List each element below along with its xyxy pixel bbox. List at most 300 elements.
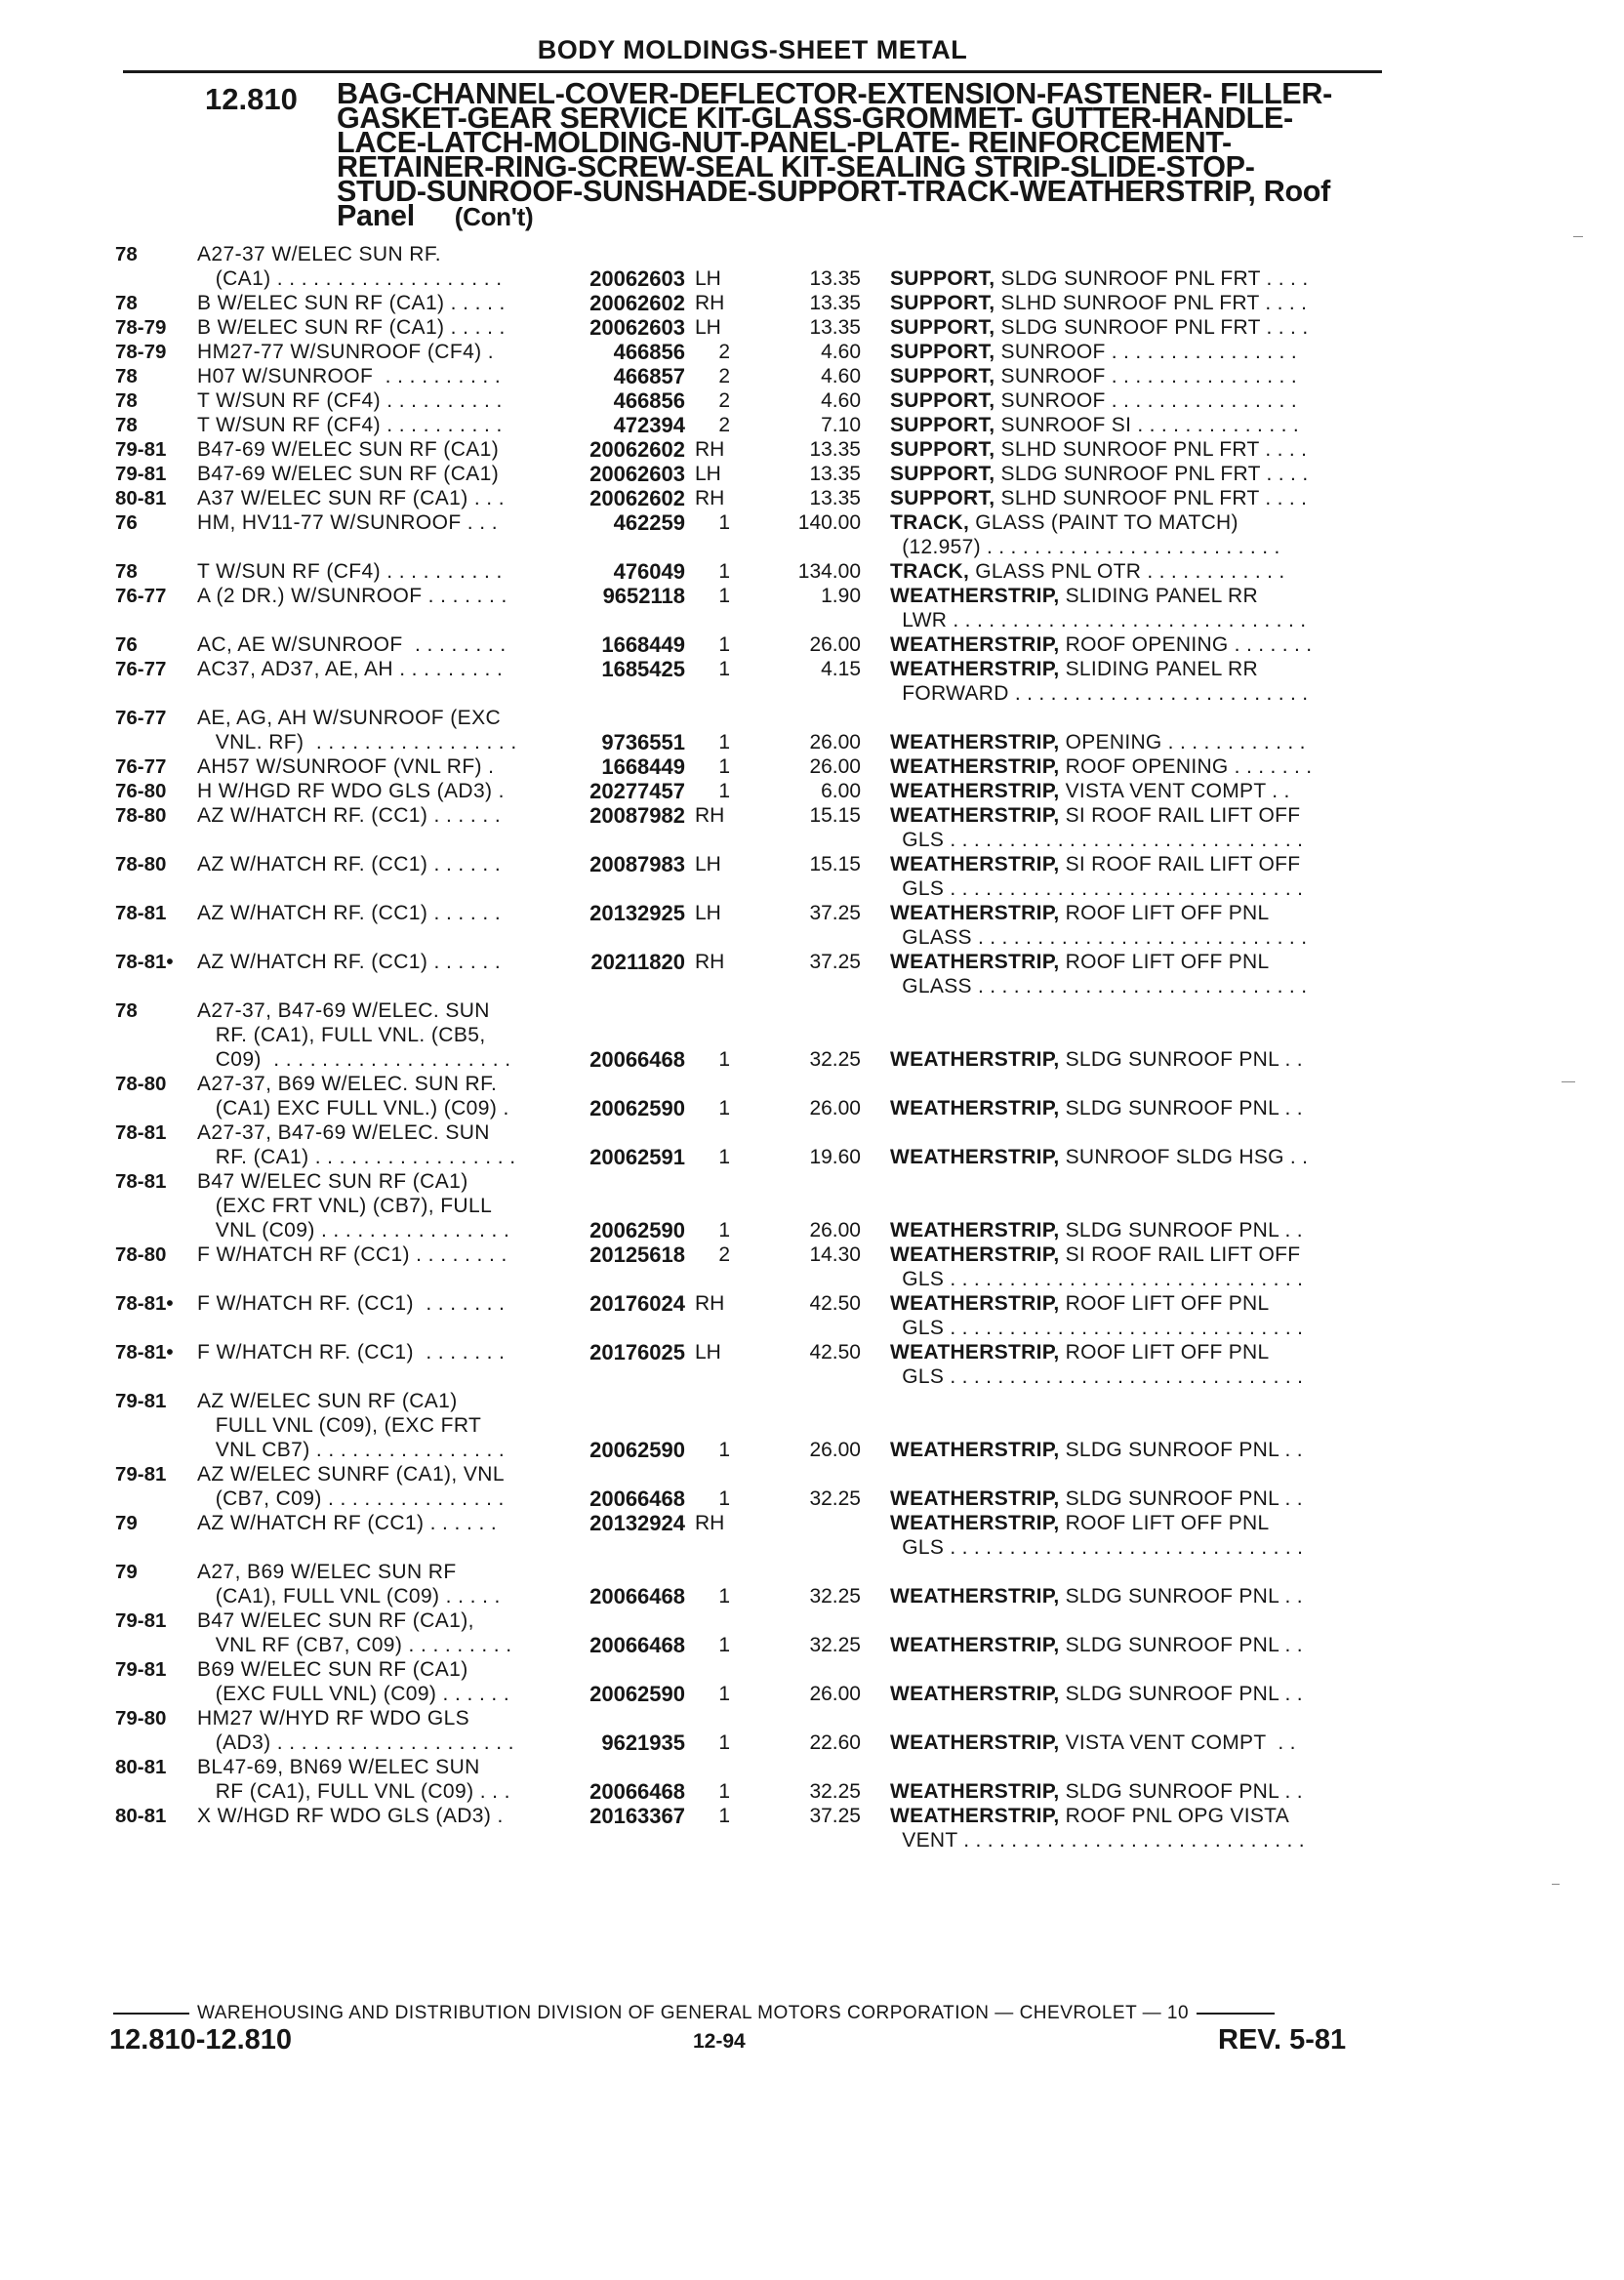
- part-name: WEATHERSTRIP,: [890, 1487, 1060, 1510]
- model-description: (CA1) . . . . . . . . . . . . . . . . . . .: [197, 267, 503, 290]
- quantity-side: 1: [718, 1146, 730, 1168]
- list-price: 134.00: [797, 560, 861, 583]
- list-price: 26.00: [809, 1683, 861, 1705]
- part-detail: SLDG SUNROOF PNL . .: [1059, 1780, 1303, 1803]
- model-year: 78: [115, 243, 138, 265]
- model-description: AZ W/HATCH RF (CC1) . . . . . .: [197, 1512, 498, 1534]
- part-description: [890, 681, 1368, 706]
- part-description: [890, 1096, 1368, 1120]
- part-description: [890, 584, 1368, 608]
- part-description: [890, 1730, 1368, 1755]
- part-number: 9652118: [602, 584, 685, 608]
- part-name: WEATHERSTRIP,: [890, 902, 1060, 924]
- part-detail: SLDG SUNROOF PNL FRT . . . .: [995, 316, 1309, 339]
- part-number: 20176024: [589, 1291, 685, 1316]
- list-price: 37.25: [809, 951, 861, 973]
- part-detail: GLASS PNL OTR . . . . . . . . . . . .: [969, 560, 1285, 583]
- list-price: 26.00: [809, 731, 861, 753]
- part-detail: SLHD SUNROOF PNL FRT . . . .: [995, 438, 1308, 461]
- part-number: 20062590: [589, 1096, 685, 1120]
- model-description: AC, AE W/SUNROOF . . . . . . . .: [197, 633, 507, 656]
- model-year: 78-81: [115, 1121, 167, 1144]
- model-description: A27-37, B69 W/ELEC. SUN RF.: [197, 1073, 498, 1095]
- part-detail: GLS . . . . . . . . . . . . . . . . . . . . . . . . . . . . . .: [890, 877, 1304, 900]
- part-detail: FORWARD . . . . . . . . . . . . . . . . . . . . . . . . .: [890, 682, 1309, 705]
- footer-group-range: 12.810-12.810: [109, 2024, 293, 2056]
- part-detail: SLDG SUNROOF PNL FRT . . . .: [995, 267, 1309, 290]
- model-year: 76-77: [115, 755, 167, 778]
- part-description: [890, 1291, 1368, 1316]
- model-description: A27-37, B47-69 W/ELEC. SUN: [197, 999, 490, 1022]
- part-detail: SLDG SUNROOF PNL . .: [1059, 1439, 1303, 1461]
- footer-division-text: WAREHOUSING AND DISTRIBUTION DIVISION OF GENERAL MOTORS CORPORATION — CHEVROLET — 10: [197, 2003, 1190, 2023]
- list-price: 13.35: [809, 292, 861, 314]
- page-header: [123, 33, 1382, 73]
- part-number: 20211820: [590, 950, 685, 974]
- model-description: AZ W/HATCH RF. (CC1) . . . . . .: [197, 853, 502, 875]
- list-price: 13.35: [809, 267, 861, 290]
- part-description: [890, 901, 1368, 925]
- part-detail: SLHD SUNROOF PNL FRT . . . .: [995, 292, 1308, 314]
- part-number: 20125618: [589, 1242, 685, 1267]
- list-price: 13.35: [809, 463, 861, 485]
- part-number: 20062590: [589, 1218, 685, 1242]
- part-detail: GLASS . . . . . . . . . . . . . . . . . . . . . . . . . . . .: [890, 926, 1308, 949]
- model-description: B69 W/ELEC SUN RF (CA1): [197, 1658, 468, 1681]
- model-description: AZ W/HATCH RF. (CC1) . . . . . .: [197, 951, 502, 973]
- part-detail: SUNROOF SLDG HSG . .: [1059, 1146, 1309, 1168]
- part-detail: SI ROOF RAIL LIFT OFF: [1059, 804, 1301, 827]
- part-number: 20062602: [589, 437, 685, 462]
- part-name: SUPPORT,: [890, 341, 995, 363]
- part-number: 20062603: [589, 266, 685, 291]
- footer-rule-left: [113, 2013, 189, 2015]
- part-number: 9621935: [601, 1730, 685, 1755]
- model-year: 79-81: [115, 1390, 167, 1412]
- part-name: WEATHERSTRIP,: [890, 1731, 1060, 1754]
- part-description: [890, 486, 1368, 510]
- part-description: [890, 1316, 1368, 1340]
- model-description: T W/SUN RF (CF4) . . . . . . . . . .: [197, 560, 503, 583]
- part-number: 20176025: [589, 1340, 685, 1364]
- model-year: 78-79: [115, 316, 167, 339]
- model-description: B47 W/ELEC SUN RF (CA1),: [197, 1609, 474, 1632]
- quantity-side: 1: [718, 658, 730, 680]
- part-name: SUPPORT,: [890, 487, 995, 509]
- scan-speck: [1573, 236, 1583, 237]
- part-description: [890, 803, 1368, 828]
- part-name: TRACK,: [890, 511, 970, 534]
- part-number: 20132925: [589, 901, 685, 925]
- model-description: B W/ELEC SUN RF (CA1) . . . . .: [197, 292, 506, 314]
- part-detail: ROOF LIFT OFF PNL: [1059, 1292, 1270, 1315]
- quantity-side: RH: [695, 804, 725, 827]
- list-price: 4.15: [821, 658, 861, 680]
- part-name: WEATHERSTRIP,: [890, 1243, 1060, 1266]
- part-name: SUPPORT,: [890, 316, 995, 339]
- part-number: 20087983: [589, 852, 685, 876]
- model-description: (CA1) EXC FULL VNL.) (C09) .: [197, 1097, 509, 1120]
- part-name: WEATHERSTRIP,: [890, 1048, 1060, 1071]
- part-name: WEATHERSTRIP,: [890, 585, 1060, 607]
- list-price: 37.25: [809, 902, 861, 924]
- part-description: [890, 876, 1368, 901]
- model-year: 78: [115, 365, 138, 387]
- list-price: 22.60: [809, 1731, 861, 1754]
- part-number: 476049: [613, 559, 685, 584]
- list-price: 140.00: [797, 511, 861, 534]
- model-description: B47 W/ELEC SUN RF (CA1): [197, 1170, 468, 1193]
- part-name: WEATHERSTRIP,: [890, 1683, 1060, 1705]
- model-description: (CB7, C09) . . . . . . . . . . . . . . .: [197, 1487, 505, 1510]
- part-detail: SUNROOF . . . . . . . . . . . . . . . .: [995, 341, 1297, 363]
- group-title-panel: Panel: [337, 199, 415, 232]
- part-description: [890, 632, 1368, 657]
- part-description: [890, 364, 1368, 388]
- part-detail: SLDG SUNROOF PNL . .: [1059, 1219, 1303, 1242]
- part-name: SUPPORT,: [890, 292, 995, 314]
- model-description: AC37, AD37, AE, AH . . . . . . . . .: [197, 658, 504, 680]
- part-description: [890, 1486, 1368, 1511]
- part-detail: ROOF LIFT OFF PNL: [1059, 1341, 1270, 1364]
- model-description: (EXC FULL VNL) (C09) . . . . . .: [197, 1683, 510, 1705]
- part-description: [890, 1535, 1368, 1560]
- model-year: 76: [115, 511, 138, 534]
- part-name: TRACK,: [890, 560, 970, 583]
- model-year: 78: [115, 560, 138, 583]
- part-name: WEATHERSTRIP,: [890, 1512, 1060, 1534]
- quantity-side: RH: [695, 292, 725, 314]
- part-name: WEATHERSTRIP,: [890, 1292, 1060, 1315]
- part-number: 1685425: [601, 657, 685, 681]
- list-price: 15.15: [809, 853, 861, 875]
- part-description: [890, 1364, 1368, 1389]
- part-number: 20066468: [589, 1047, 685, 1072]
- model-year: 78: [115, 292, 138, 314]
- quantity-side: 1: [718, 1683, 730, 1705]
- part-number: 20066468: [589, 1486, 685, 1511]
- model-year: 79-81: [115, 463, 167, 485]
- quantity-side: 1: [718, 731, 730, 753]
- list-price: 19.60: [809, 1146, 861, 1168]
- model-description: VNL. RF) . . . . . . . . . . . . . . . . .: [197, 731, 517, 753]
- part-name: WEATHERSTRIP,: [890, 1341, 1060, 1364]
- list-price: 4.60: [821, 389, 861, 412]
- model-description: H W/HGD RF WDO GLS (AD3) .: [197, 780, 505, 802]
- part-description: [890, 608, 1368, 632]
- model-year: 78-81: [115, 902, 167, 924]
- quantity-side: LH: [695, 853, 721, 875]
- part-name: WEATHERSTRIP,: [890, 658, 1060, 680]
- list-price: 26.00: [809, 755, 861, 778]
- model-year: 76-77: [115, 707, 167, 729]
- part-name: SUPPORT,: [890, 267, 995, 290]
- list-price: 26.00: [809, 1097, 861, 1120]
- part-detail: ROOF OPENING . . . . . . .: [1059, 755, 1313, 778]
- part-detail: GLS . . . . . . . . . . . . . . . . . . . . . . . . . . . . . .: [890, 1317, 1304, 1339]
- list-price: 32.25: [809, 1780, 861, 1803]
- part-name: WEATHERSTRIP,: [890, 1146, 1060, 1168]
- part-number: 20062603: [589, 462, 685, 486]
- group-title: [337, 77, 1401, 232]
- quantity-side: 1: [718, 560, 730, 583]
- list-price: 6.00: [821, 780, 861, 802]
- quantity-side: RH: [695, 438, 725, 461]
- part-name: WEATHERSTRIP,: [890, 853, 1060, 875]
- model-year: 78-79: [115, 341, 167, 363]
- model-description: RF. (CA1) . . . . . . . . . . . . . . . . .: [197, 1146, 516, 1168]
- list-price: 32.25: [809, 1585, 861, 1608]
- part-detail: SLHD SUNROOF PNL FRT . . . .: [995, 487, 1308, 509]
- model-description: B47-69 W/ELEC SUN RF (CA1): [197, 463, 500, 485]
- part-detail: (12.957) . . . . . . . . . . . . . . . . . . . . . . . . .: [890, 536, 1280, 558]
- model-description: A37 W/ELEC SUN RF (CA1) . . .: [197, 487, 505, 509]
- part-description: [890, 462, 1368, 486]
- part-description: [890, 730, 1368, 754]
- model-description: AZ W/HATCH RF. (CC1) . . . . . .: [197, 902, 502, 924]
- model-year: 78: [115, 414, 138, 436]
- part-description: [890, 1145, 1368, 1169]
- part-name: WEATHERSTRIP,: [890, 1585, 1060, 1608]
- part-detail: GLASS (PAINT TO MATCH): [969, 511, 1238, 534]
- part-description: [890, 852, 1368, 876]
- model-description: AE, AG, AH W/SUNROOF (EXC: [197, 707, 502, 729]
- model-year: 78-81: [115, 1170, 167, 1193]
- quantity-side: 1: [718, 780, 730, 802]
- part-detail: SLDG SUNROOF PNL . .: [1059, 1634, 1303, 1656]
- part-description: [890, 657, 1368, 681]
- part-detail: SI ROOF RAIL LIFT OFF: [1059, 1243, 1301, 1266]
- model-description: AZ W/ELEC SUNRF (CA1), VNL: [197, 1463, 505, 1486]
- part-number: 20062590: [589, 1438, 685, 1462]
- part-number: 20163367: [589, 1804, 685, 1828]
- part-description: [890, 535, 1368, 559]
- quantity-side: 2: [718, 414, 730, 436]
- model-description: VNL CB7) . . . . . . . . . . . . . . . .: [197, 1439, 506, 1461]
- quantity-side: RH: [695, 1512, 725, 1534]
- part-detail: VISTA VENT COMPT . .: [1059, 1731, 1296, 1754]
- list-price: 32.25: [809, 1048, 861, 1071]
- quantity-side: 1: [718, 1780, 730, 1803]
- part-detail: ROOF PNL OPG VISTA: [1059, 1805, 1290, 1827]
- part-number: 20066468: [589, 1584, 685, 1608]
- part-detail: SLIDING PANEL RR: [1059, 585, 1258, 607]
- list-price: 15.15: [809, 804, 861, 827]
- quantity-side: RH: [695, 487, 725, 509]
- part-name: WEATHERSTRIP,: [890, 951, 1060, 973]
- footer-rule-right: [1197, 2013, 1275, 2015]
- model-year: 76: [115, 633, 138, 656]
- group-title-line: BAG-CHANNEL-COVER-DEFLECTOR-EXTENSION-FASTENER- FILLER-: [337, 77, 1332, 110]
- list-price: 42.50: [809, 1341, 861, 1364]
- part-detail: SUNROOF . . . . . . . . . . . . . . . .: [995, 365, 1297, 387]
- quantity-side: 2: [718, 1243, 730, 1266]
- quantity-side: 1: [718, 1097, 730, 1120]
- quantity-side: LH: [695, 902, 721, 924]
- group-title-line: GASKET-GEAR SERVICE KIT-GLASS-GROMMET- GUTTER-HANDLE-: [337, 102, 1293, 135]
- model-description: (AD3) . . . . . . . . . . . . . . . . . . . .: [197, 1731, 514, 1754]
- part-number: 472394: [613, 413, 685, 437]
- quantity-side: LH: [695, 316, 721, 339]
- quantity-side: 1: [718, 633, 730, 656]
- part-detail: GLS . . . . . . . . . . . . . . . . . . . . . . . . . . . . . .: [890, 829, 1304, 851]
- part-number: 20066468: [589, 1779, 685, 1804]
- group-title-continued: (Con't): [454, 202, 534, 231]
- part-number: 20087982: [589, 803, 685, 828]
- list-price: 26.00: [809, 1439, 861, 1461]
- part-name: SUPPORT,: [890, 463, 995, 485]
- scan-speck: [1552, 1884, 1560, 1885]
- model-year: 79: [115, 1512, 138, 1534]
- group-code: 12.810: [205, 82, 298, 116]
- part-name: WEATHERSTRIP,: [890, 1219, 1060, 1242]
- quantity-side: 1: [718, 1439, 730, 1461]
- footer-revision: REV. 5-81: [1218, 2024, 1347, 2056]
- part-detail: SLDG SUNROOF PNL . .: [1059, 1487, 1303, 1510]
- part-name: SUPPORT,: [890, 365, 995, 387]
- model-year: 79-81: [115, 438, 167, 461]
- quantity-side: LH: [695, 1341, 721, 1364]
- quantity-side: 1: [718, 1048, 730, 1071]
- part-number: 466856: [613, 340, 685, 364]
- model-year: 78-80: [115, 853, 167, 875]
- part-description: [890, 1242, 1368, 1267]
- model-description: HM, HV11-77 W/SUNROOF . . .: [197, 511, 498, 534]
- part-number: 20062602: [589, 291, 685, 315]
- part-detail: SLDG SUNROOF PNL . .: [1059, 1585, 1303, 1608]
- group-title-line: RETAINER-RING-SCREW-SEAL KIT-SEALING STRIP-SLIDE-STOP-: [337, 150, 1255, 183]
- model-year: 80-81: [115, 487, 167, 509]
- part-number: 1668449: [601, 754, 685, 779]
- part-number: 20132924: [589, 1511, 685, 1535]
- model-description: RF (CA1), FULL VNL (C09) . . .: [197, 1780, 510, 1803]
- part-description: [890, 1804, 1368, 1828]
- quantity-side: 1: [718, 1585, 730, 1608]
- model-description: X W/HGD RF WDO GLS (AD3) .: [197, 1805, 504, 1827]
- part-number: 1668449: [601, 632, 685, 657]
- part-number: 20066468: [589, 1633, 685, 1657]
- model-description: F W/HATCH RF (CC1) . . . . . . . .: [197, 1243, 508, 1266]
- part-number: 20062602: [589, 486, 685, 510]
- model-description: HM27 W/HYD RF WDO GLS: [197, 1707, 470, 1730]
- part-number: 466857: [613, 364, 685, 388]
- part-description: [890, 1340, 1368, 1364]
- part-description: [890, 828, 1368, 852]
- part-detail: ROOF LIFT OFF PNL: [1059, 902, 1270, 924]
- group-title-line: STUD-SUNROOF-SUNSHADE-SUPPORT-TRACK-WEATHERSTRIP, Roof: [337, 175, 1330, 208]
- quantity-side: 1: [718, 511, 730, 534]
- model-description: FULL VNL (C09), (EXC FRT: [197, 1414, 482, 1437]
- model-description: H07 W/SUNROOF . . . . . . . . . .: [197, 365, 502, 387]
- quantity-side: 2: [718, 389, 730, 412]
- quantity-side: 2: [718, 341, 730, 363]
- part-name: WEATHERSTRIP,: [890, 1634, 1060, 1656]
- part-number: 462259: [613, 510, 685, 535]
- list-price: 13.35: [809, 438, 861, 461]
- part-detail: ROOF LIFT OFF PNL: [1059, 1512, 1270, 1534]
- part-detail: GLS . . . . . . . . . . . . . . . . . . . . . . . . . . . . . .: [890, 1365, 1304, 1388]
- part-detail: GLS . . . . . . . . . . . . . . . . . . . . . . . . . . . . . .: [890, 1268, 1304, 1290]
- model-year: 78-81•: [115, 1341, 174, 1364]
- part-description: [890, 1584, 1368, 1608]
- model-year: 79-81: [115, 1609, 167, 1632]
- model-description: (EXC FRT VNL) (CB7), FULL: [197, 1195, 493, 1217]
- part-detail: GLS . . . . . . . . . . . . . . . . . . . . . . . . . . . . . .: [890, 1536, 1304, 1559]
- list-price: 32.25: [809, 1487, 861, 1510]
- model-year: 79: [115, 1561, 138, 1583]
- part-description: [890, 1047, 1368, 1072]
- part-detail: SLDG SUNROOF PNL FRT . . . .: [995, 463, 1309, 485]
- quantity-side: 1: [718, 1219, 730, 1242]
- part-description: [890, 1779, 1368, 1804]
- part-detail: GLASS . . . . . . . . . . . . . . . . . . . . . . . . . . . .: [890, 975, 1308, 998]
- model-description: AH57 W/SUNROOF (VNL RF) .: [197, 755, 495, 778]
- list-price: 37.25: [809, 1805, 861, 1827]
- part-description: [890, 437, 1368, 462]
- model-description: HM27-77 W/SUNROOF (CF4) .: [197, 341, 495, 363]
- part-detail: ROOF OPENING . . . . . . .: [1059, 633, 1313, 656]
- part-number: 466856: [613, 388, 685, 413]
- part-name: WEATHERSTRIP,: [890, 780, 1060, 802]
- part-number: 20062591: [589, 1145, 685, 1169]
- part-name: SUPPORT,: [890, 389, 995, 412]
- part-name: WEATHERSTRIP,: [890, 731, 1060, 753]
- section-title: BODY MOLDINGS-SHEET METAL: [537, 35, 968, 64]
- model-description: F W/HATCH RF. (CC1) . . . . . . .: [197, 1341, 506, 1364]
- model-description: C09) . . . . . . . . . . . . . . . . . . . .: [197, 1048, 511, 1071]
- model-description: VNL RF (CB7, C09) . . . . . . . . .: [197, 1634, 512, 1656]
- model-year: 79-81: [115, 1463, 167, 1486]
- model-description: AZ W/ELEC SUN RF (CA1): [197, 1390, 458, 1412]
- part-description: [890, 1267, 1368, 1291]
- group-title-line: LACE-LATCH-MOLDING-NUT-PANEL-PLATE- REINFORCEMENT-: [337, 126, 1232, 159]
- model-year: 76-77: [115, 585, 167, 607]
- part-detail: SLDG SUNROOF PNL . .: [1059, 1683, 1303, 1705]
- part-number: 20062590: [589, 1682, 685, 1706]
- part-description: [890, 413, 1368, 437]
- list-price: 42.50: [809, 1292, 861, 1315]
- model-year: 80-81: [115, 1756, 167, 1778]
- list-price: 26.00: [809, 1219, 861, 1242]
- part-number: 20062603: [589, 315, 685, 340]
- part-description: [890, 950, 1368, 974]
- part-description: [890, 559, 1368, 584]
- model-description: AZ W/HATCH RF. (CC1) . . . . . .: [197, 804, 502, 827]
- part-detail: OPENING . . . . . . . . . . . .: [1059, 731, 1306, 753]
- part-description: [890, 1218, 1368, 1242]
- model-year: 78-80: [115, 1243, 167, 1266]
- part-description: [890, 1511, 1368, 1535]
- model-description: T W/SUN RF (CF4) . . . . . . . . . .: [197, 414, 503, 436]
- model-year: 78-80: [115, 804, 167, 827]
- part-detail: VISTA VENT COMPT . .: [1059, 780, 1290, 802]
- part-description: [890, 974, 1368, 998]
- list-price: 1.90: [821, 585, 861, 607]
- list-price: 13.35: [809, 316, 861, 339]
- list-price: 32.25: [809, 1634, 861, 1656]
- part-description: [890, 779, 1368, 803]
- list-price: 14.30: [809, 1243, 861, 1266]
- model-description: BL47-69, BN69 W/ELEC SUN: [197, 1756, 480, 1778]
- list-price: 4.60: [821, 341, 861, 363]
- part-description: [890, 315, 1368, 340]
- list-price: 13.35: [809, 487, 861, 509]
- part-description: [890, 1682, 1368, 1706]
- part-detail: SUNROOF . . . . . . . . . . . . . . . .: [995, 389, 1297, 412]
- model-year: 78-80: [115, 1073, 167, 1095]
- quantity-side: RH: [695, 1292, 725, 1315]
- model-description: A27-37 W/ELEC SUN RF.: [197, 243, 441, 265]
